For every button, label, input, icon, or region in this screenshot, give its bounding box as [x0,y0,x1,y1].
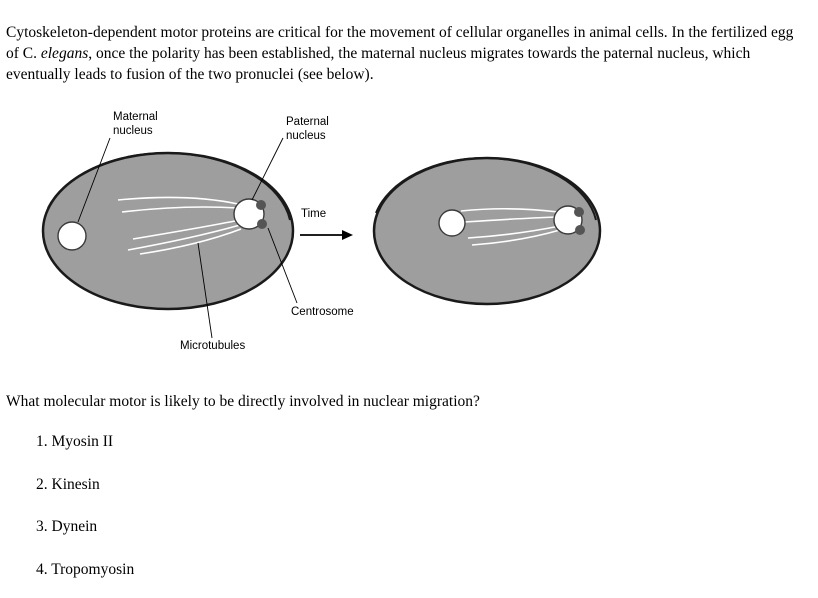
label-time: Time [301,208,326,220]
intro-paragraph [6,22,810,85]
question-text: What molecular motor is likely to be directly involved in nuclear migration? [6,393,480,411]
label-microtubules: Microtubules [180,340,245,352]
left-cell-group [43,153,293,309]
centrosome-left-a [256,200,266,210]
centrosome-right-b [575,225,585,235]
answer-options-list [6,428,506,598]
intro-species-name: elegans [41,45,88,62]
intro-text-part1: Cytoskeleton-dependent motor proteins are critical for the movement of cellular organelles in animal cells. In the fertilized egg of C. [6,24,793,62]
maternal-nucleus-left [58,222,86,250]
centrosome-left-b [257,219,267,229]
label-centrosome: Centrosome [291,306,354,318]
answer-option-2[interactable]: 2. Kinesin [6,471,506,514]
answer-option-4[interactable]: 4. Tropomyosin [6,556,506,598]
label-paternal-nucleus-line1: Paternal [286,116,329,128]
label-paternal-nucleus-line2: nucleus [286,130,326,142]
maternal-nucleus-right [439,210,465,236]
answer-option-1[interactable]: 1. Myosin II [6,428,506,471]
time-arrow-group [300,230,353,240]
right-cell-group [374,158,600,304]
label-maternal-nucleus-line2: nucleus [113,125,153,137]
label-maternal-nucleus-line1: Maternal [113,111,158,123]
cell-diagram-figure [0,108,660,368]
intro-text-part2: , once the polarity has been established, the maternal nucleus migrates towards the paternal nucleus, which eventually leads to fusion of the two pronuclei (see below). [6,45,750,83]
centrosome-right-a [574,207,584,217]
answer-option-3[interactable]: 3. Dynein [6,513,506,556]
